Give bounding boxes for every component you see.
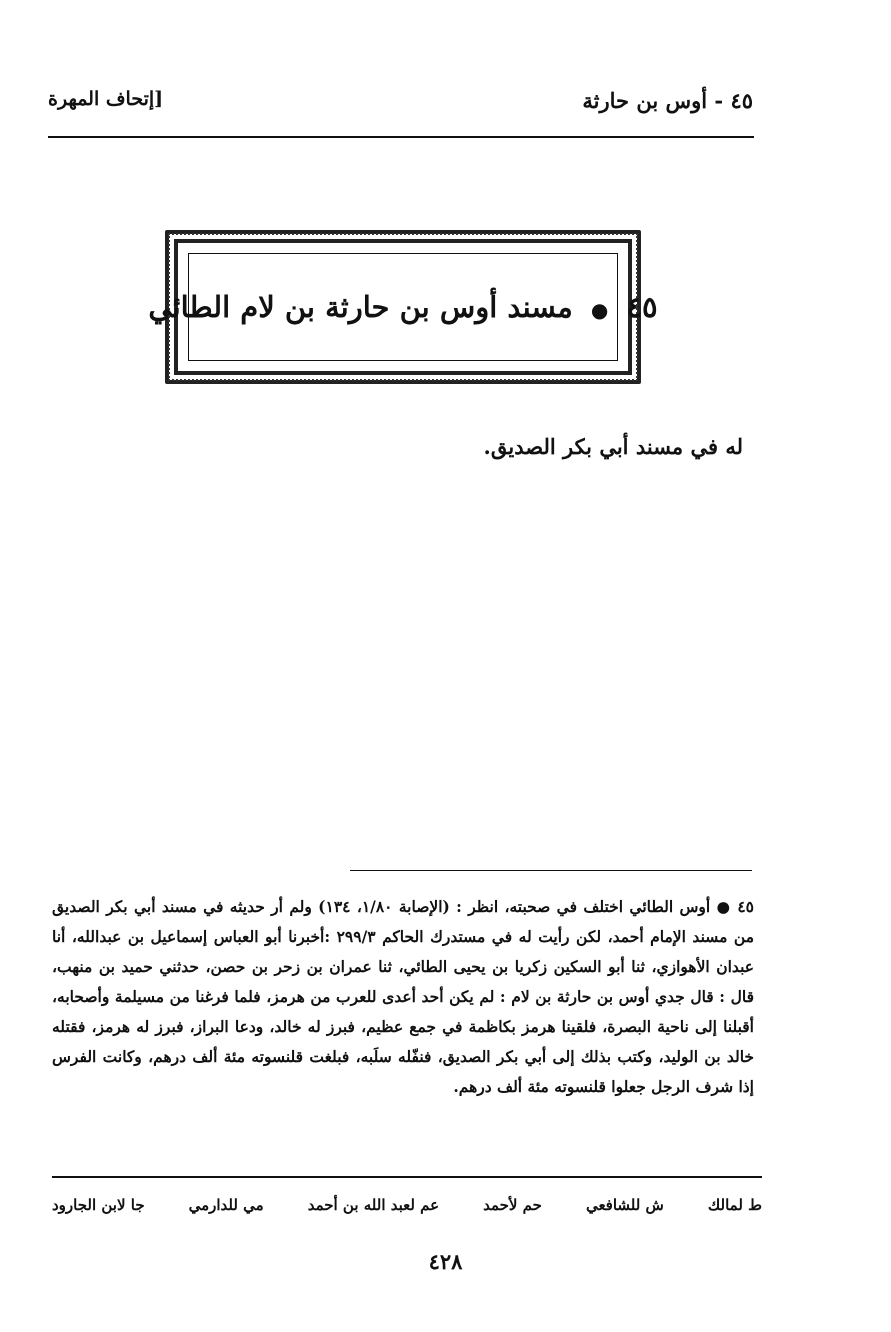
- abbr-item: ش للشافعي: [585, 1196, 664, 1214]
- abbr-item: عم لعبد الله بن أحمد: [307, 1196, 440, 1214]
- chapter-title: [148, 290, 657, 324]
- header-rule: [48, 136, 754, 138]
- key-rule: [52, 1176, 762, 1178]
- title-box: [148, 253, 658, 361]
- abbreviation-key: [52, 1196, 762, 1214]
- footnote: ٤٥ ● أوس الطائي اختلف في صحبته، انظر : (الإصابة ١/٨٠، ١٣٤) ولم أر حديثه في مسند أبي بكر الصديق من مسند الإمام أحمد، لكن رأيت له في مستدرك الحاكم ٢٩٩/٣ :أخبرنا أبو العباس إسماعيل بن عبدالله، أنا عبدان الأهوازي، ثنا أبو السكين زكريا بن يحيى الطائي، ثنا عمران بن زحر بن حصن، حدثني حميد بن منهب، قال : قال جدي أوس بن حارثة بن لام : لم يكن أحد أعدى للعرب من هرمز، فلما فرغنا من مسيلمة وأصحابه، أقبلنا إلى ناحية البصرة، فلقينا هرمز بكاظمة في جمع عظيم، فبرز له خالد، ودعا البراز، فبرز له هرمز، فقتله خالد بن الوليد، وكتب بذلك إلى أبي بكر الصديق، فنفّله سلَبه، فبلغت قلنسوته مئة ألف درهم، وكانت الفرس إذا شرف الرجل جعلوا قلنسوته مئة ألف درهم.: [52, 897, 754, 1096]
- abbr-item: حم لأحمد: [483, 1196, 542, 1214]
- footnote-rule: [350, 870, 752, 871]
- page-number: ٤٢٨: [428, 1249, 463, 1274]
- body-paragraph: له في مسند أبي بكر الصديق.: [483, 434, 743, 459]
- ornamental-title-frame: [148, 230, 658, 384]
- running-header-chapter: ٤٥ - أوس بن حارثة: [582, 88, 753, 113]
- abbr-item: جا لابن الجارود: [52, 1196, 145, 1214]
- chapter-number: ٤٥: [626, 290, 658, 324]
- abbr-item: ط لمالك: [707, 1196, 762, 1214]
- chapter-title-text: مسند أوس بن حارثة بن لام الطائي: [148, 290, 573, 324]
- abbr-item: مي للدارمي: [188, 1196, 264, 1214]
- bullet-icon: ●: [590, 298, 609, 322]
- running-header-book: [إتحاف المهرة: [48, 88, 164, 110]
